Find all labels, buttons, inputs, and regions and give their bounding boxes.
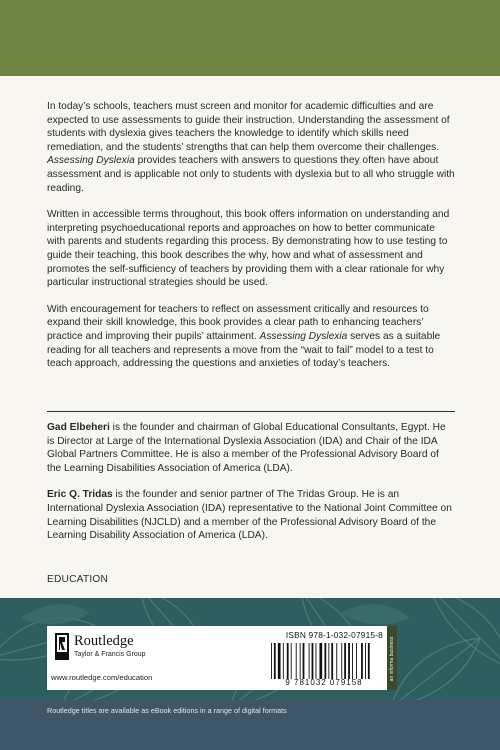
informa-label: an informa business bbox=[389, 636, 395, 682]
barcode-digits: 9 781032 079158 bbox=[285, 678, 363, 687]
author-name: Eric Q. Tridas bbox=[47, 489, 113, 501]
back-cover-blurb bbox=[47, 100, 455, 384]
section-divider bbox=[47, 411, 455, 412]
top-color-band bbox=[0, 0, 500, 76]
author-bios bbox=[47, 421, 455, 556]
isbn-label: ISBN 978-1-032-07915-8 bbox=[285, 630, 383, 640]
subject-category: EDUCATION bbox=[47, 574, 109, 585]
blurb-paragraph-3: With encouragement for teachers to reflect on assessment critically and resources to expand their skill knowledge, this book provides a clear path to enhancing teachers’ practice and improving their pupils’ attainment. Assessing Dyslexia serves as a suitable reading for all teachers and represents a move from the “wait to fail” model to a test to teach approach, addressing the questions and anxieties of today’s teachers. bbox=[47, 303, 441, 370]
publisher-group: Taylor & Francis Group bbox=[74, 651, 146, 658]
barcode-icon bbox=[269, 643, 381, 679]
isbn-barcode-block bbox=[265, 630, 383, 686]
blurb-paragraph-1: In today’s schools, teachers must screen and monitor for academic difficulties and are expected to use assessments to guide their instruction. Understanding the assessment of students with dyslexia gives teachers the knowledge to identify which skills need remediation, and the students’ strengths that can help them overcome their challenges. Assessing Dyslexia provides teachers with answers to questions they often have about assessment and is applicable not only to students with dyslexia but to all who struggle with reading. bbox=[47, 101, 455, 194]
blurb-paragraph-2: Written in accessible terms throughout, this book offers information on understanding and interpreting psychoeducational reports and approaches on how to better communicate with parents and students regarding this process. By demonstrating how to use testing to guide their teaching, this book describes the why, how and what of assessment and promotes the self-sufficiency of teachers by providing them with a clear rationale for why particular instructional strategies should be used. bbox=[47, 209, 450, 289]
routledge-logo-icon bbox=[55, 633, 69, 660]
author-name: Gad Elbeheri bbox=[47, 422, 110, 433]
book-title-italic: Assessing Dyslexia bbox=[259, 330, 348, 342]
publisher-name: Routledge bbox=[74, 633, 134, 649]
publisher-url: www.routledge.com/education bbox=[51, 673, 153, 682]
author-bio: Eric Q. Tridas is the founder and senior partner of The Tridas Group. He is an International Dyslexia Association (IDA) representative to the National Joint Committee on Learning Disabilities (NJCLD) and a member of the Professional Advisory Board of the Learning Disability Association of America (LDA). bbox=[47, 489, 452, 542]
ebook-availability-note: Routledge titles are available as eBook editions in a range of digital formats bbox=[47, 706, 287, 715]
informa-side-strip bbox=[387, 626, 397, 690]
book-title-italic: Assessing Dyslexia bbox=[47, 155, 135, 167]
publisher-barcode-panel bbox=[47, 626, 387, 690]
author-bio: Gad Elbeheri is the founder and chairman of Global Educational Consultants, Egypt. He is Director at Large of the International Dyslexia Association (IDA) and Chair of the IDA Global Partners Committee. He is also a member of the Professional Advisory Board of the Learning Disabilities Association of America (LDA). bbox=[47, 422, 446, 474]
